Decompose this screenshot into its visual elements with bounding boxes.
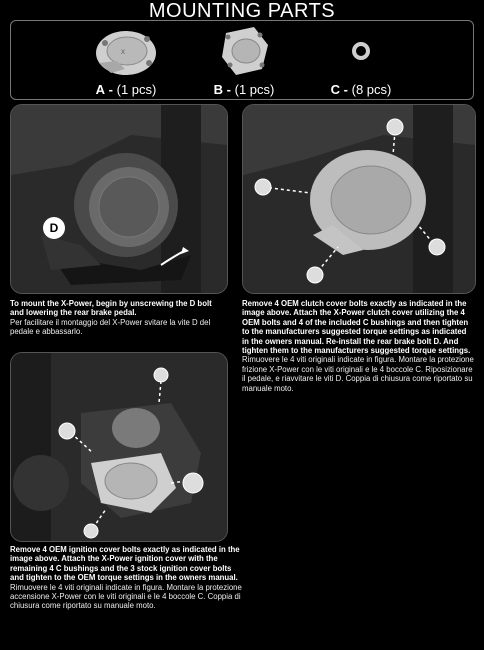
mounting-parts-panel [10, 20, 474, 100]
photo-step-2 [242, 104, 476, 294]
caption-step-2-english: Remove 4 OEM clutch cover bolts exactly as indicated in the image above. Attach the X-Power clutch cover utilizing the 4 OEM bolts and 4 of the included C bushings and then tighten to the manufacturers suggested torque settings as indicated in the owners manual. Re-install the rear brake bolt D. And tighten them to the manufacturers suggested torque settings. [242, 299, 471, 356]
caption-step-1 [10, 299, 226, 337]
engine-photo-1 [11, 105, 227, 293]
caption-step-2 [242, 299, 474, 393]
bushing-c-image [341, 23, 381, 79]
part-c-label: C - (8 pcs) [330, 82, 392, 97]
caption-step-1-english: To mount the X-Power, begin by unscrewing the D bolt and lowering the rear brake pedal. [10, 299, 212, 318]
caption-step-3-italian: Rimuovere le 4 viti originali indicate in figura. Montare la protezione accensione X-Power con le viti originali e le 4 boccole C. Coppia di chiusura come riportato su manuale moto. [10, 582, 242, 611]
ignition-cover-b-image [214, 23, 274, 79]
svg-text:X: X [121, 50, 126, 56]
engine-photo-3 [11, 353, 227, 541]
part-b-label: B - (1 pcs) [213, 82, 275, 97]
caption-step-3 [10, 545, 242, 611]
caption-step-2-italian: Rimuovere le 4 viti originali indicate in figura. Montare la protezione frizione X-Power con le viti originali e le 4 boccole C. Riposizionare il pedale, e riavvitare le viti D. Coppia di chiusura come riportato su manuale moto. [242, 355, 474, 393]
photo-step-3 [10, 352, 228, 542]
callout-d: D [43, 217, 65, 239]
clutch-cover-a-image [91, 23, 161, 79]
caption-step-1-italian: Per facilitare il montaggio del X-Power svitare la vite D del pedale e abbassarlo. [10, 317, 211, 337]
caption-step-3-english: Remove 4 OEM ignition cover bolts exactly as indicated in the image above. Attach the X-Power ignition cover with the remaining 4 C bushings and the 3 stock ignition cover bolts and tighten to the OEM torque settings in the owners manual. [10, 545, 240, 583]
photo-step-1 [10, 104, 228, 294]
engine-photo-2 [243, 105, 475, 293]
part-a-label: A - (1 pcs) [95, 82, 157, 97]
page-title: MOUNTING PARTS [148, 0, 336, 22]
part-c [286, 23, 436, 99]
